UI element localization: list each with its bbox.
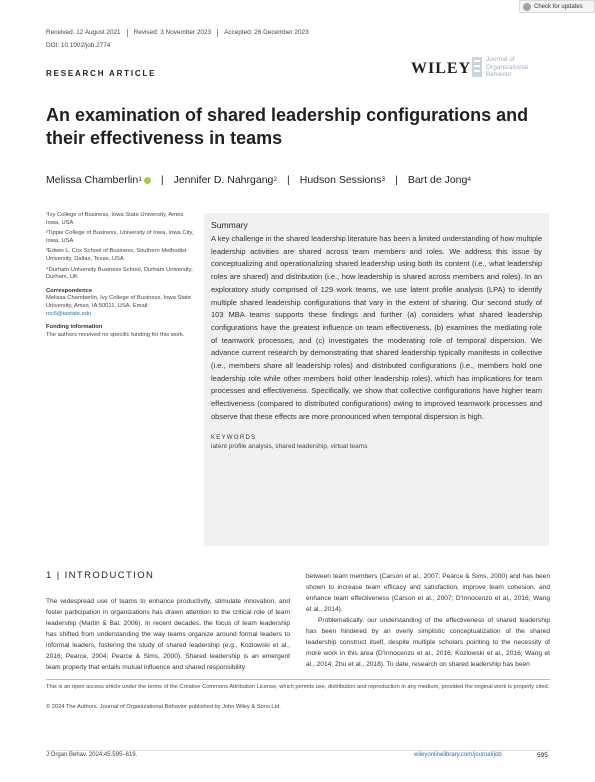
revised-date: Revised: 3 November 2023 xyxy=(133,29,212,36)
author-separator: | xyxy=(287,174,290,186)
publisher-logo: WILEY xyxy=(411,60,472,77)
affiliation: ²Tippie College of Business, University of Iowa, Iowa City, Iowa, USA xyxy=(46,230,194,244)
check-for-updates-badge[interactable] xyxy=(519,0,595,13)
doi[interactable]: DOI: 10.1002/job.2774 xyxy=(46,42,111,49)
affiliation: ³Edwin L. Cox School of Business, Southern Methodist University, Dallas, Texas, USA xyxy=(46,248,187,262)
article-title: An examination of shared leadership configurations and their effectiveness in teams xyxy=(46,105,529,148)
journal-name-line: Organizational xyxy=(486,63,528,71)
page-footer-divider xyxy=(46,750,550,751)
paragraph: between team members (Carson et al., 2007; Pearce & Sims, 2000) and has been shown to increase team efficacy and satisfaction, improve team cohesion, and enhance team effectiveness (Carson et al., 2007; D'Innocenzo et al., 2016; Wang et al., 2014). xyxy=(306,573,550,613)
email-link[interactable]: mc6@iastate.edu xyxy=(46,310,92,317)
keywords-heading: KEYWORDS xyxy=(211,434,257,441)
journal-name xyxy=(486,56,528,79)
section-heading: 1 | INTRODUCTION xyxy=(46,570,155,581)
article-sidebar xyxy=(46,212,194,339)
footer-divider xyxy=(46,679,550,680)
author-name[interactable]: Bart de Jong xyxy=(407,174,468,186)
body-column-left xyxy=(46,596,290,673)
author-separator: | xyxy=(395,174,398,186)
funding-text: The authors received no specific funding for this work. xyxy=(46,331,185,338)
received-date: Received: 12 August 2021 xyxy=(46,29,121,36)
orcid-icon[interactable] xyxy=(144,177,151,184)
paragraph: The widespread use of teams to enhance productivity, stimulate innovation, and foster participation in organizations has drawn attention to the critical role of team leadership (Martin & Bal, 2006). In recent decades, the focus of team leadership has shifted from understanding the way teams organize around formal leaders to informal leaders, fostering the study of shared leadership (e.g., Kozlowski et al., 2016; Pearce, 2004; Pearce & Sims, 2000). Shared leadership is an emergent team property that entails mutual influence and shared responsibility xyxy=(46,598,290,671)
paragraph: Problematically, our understanding of the effectiveness of shared leadership has been hindered by an overly simplistic conceptualization of the shared leadership construct itself, despite multiple scholars pointing to the necessity of more work in this area (D'Innocenzo et al., 2016; Kozlowski et al., 2016; Wang et al., 2014; Zhu et al., 2018). To date, research on shared leadership has been xyxy=(306,617,550,668)
summary-text: A key challenge in the shared leadership literature has been a limited understanding of how multiple leadership activities are shared across team members and roles. We address this issue by conceptualizing and operationalizing shared leadership using both its content (i.e., what leadership roles are shared) and distribution (i.e., how leadership is shared across members and roles). In an exploratory study comprised of 129 work teams, we use latent profile analysis (LPA) to identify multiple shared leadership configurations that vary in the extent of sharing. Our second study of 103 MBA teams supports these findings and further (a) considers what shared leadership configurations have the greatest influence on team effectiveness, (b) examines the mediating role of teamwork processes, and (c) investigates the moderating role of temporal dispersion. We advance current research by demonstrating that shared leadership typically manifests in collective (i.e., members share all leadership roles) and distributed configurations (i.e., members hold one leadership role while other members hold other leadership roles), which has implications for team processes and effectiveness. Specifically, we show that collective configurations have higher team effectiveness (compared to distributed configurations) owing to improved teamwork processes and observe that these effects are more pronounced when temporal dispersion is high. xyxy=(211,234,542,421)
body-column-right xyxy=(306,571,550,670)
copyright-notice: © 2024 The Authors. Journal of Organizational Behavior published by John Wiley & Sons Ltd. xyxy=(46,704,281,710)
divider xyxy=(127,29,128,37)
update-icon xyxy=(523,3,531,11)
journal-citation: J Organ Behav. 2024;45:595–619. xyxy=(46,752,138,758)
article-dates xyxy=(46,29,309,37)
keywords-text: latent profile analysis, shared leadership, virtual teams xyxy=(211,442,368,450)
check-for-updates-label: Check for updates xyxy=(534,3,583,10)
journal-website-link[interactable]: wileyonlinelibrary.com/journal/job xyxy=(414,752,502,758)
affiliation: ⁴Durham University Business School, Durham University, Durham, UK xyxy=(46,266,193,281)
correspondence-address: Melissa Chamberlin, Ivy College of Business, Iowa State University, Ames, IA 50011, USA. xyxy=(46,295,191,309)
journal-name-line: Behavior xyxy=(486,71,512,78)
journal-logo-icon xyxy=(472,57,482,77)
correspondence-text xyxy=(46,295,194,318)
author-list: Melissa Chamberlin 1 | Jennifer D. Nahrgang 2 | Hudson Sessions 3 | Bart de Jong 4 xyxy=(46,174,471,186)
page-number: 595 xyxy=(537,752,548,759)
license-notice: This is an open access article under the terms of the Creative Commons Attribution License, which permits use, distribution and reproduction in any medium, provided the original work is properly cited. xyxy=(46,684,550,690)
author-separator: | xyxy=(160,174,164,186)
author-name[interactable]: Hudson Sessions xyxy=(299,174,382,186)
journal-name-line: Journal of xyxy=(486,56,515,63)
affiliation: ¹Ivy College of Business, Iowa State University, Ames, Iowa, USA xyxy=(46,212,185,226)
summary-box xyxy=(204,213,549,546)
correspondence-heading: Correspondence xyxy=(46,287,93,294)
accepted-date: Accepted: 26 December 2023 xyxy=(224,29,309,36)
article-type: RESEARCH ARTICLE xyxy=(46,69,157,78)
email-label: Email: xyxy=(132,302,149,309)
author-name[interactable]: Jennifer D. Nahrgang xyxy=(173,174,274,186)
divider xyxy=(217,29,218,37)
author-name[interactable]: Melissa Chamberlin xyxy=(46,174,139,186)
funding-heading: Funding information xyxy=(46,324,103,331)
summary-heading: Summary xyxy=(211,220,248,230)
